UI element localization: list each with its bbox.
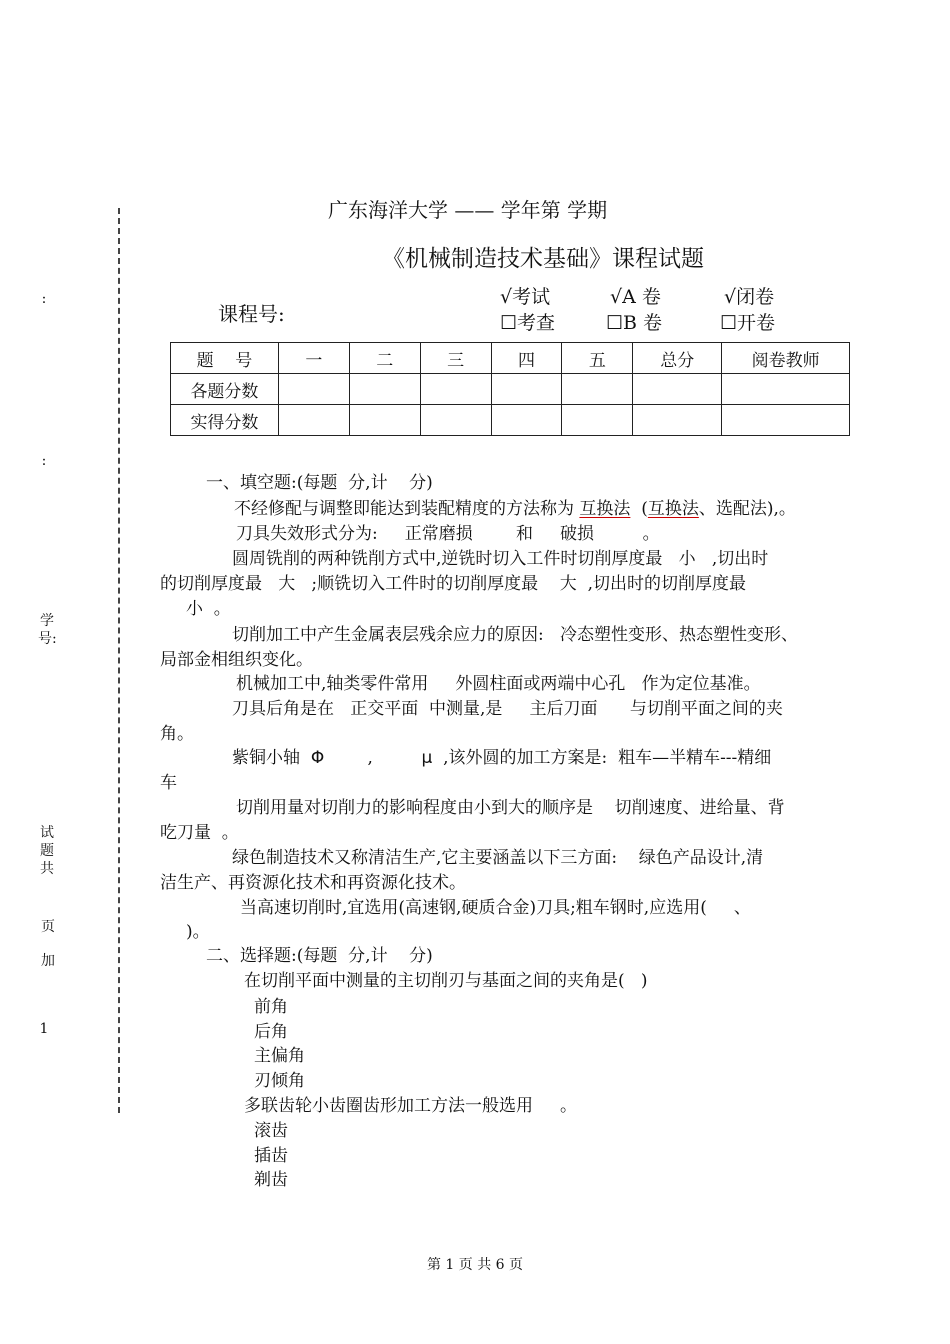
- question-2: 刀具失效形式分为: 正常磨损 和 破损 。: [236, 524, 660, 544]
- q7-comma: ,: [367, 748, 373, 768]
- choice-option: 主偏角: [254, 1046, 305, 1066]
- margin-colon-2: :: [41, 453, 47, 469]
- choice-option: 插齿: [254, 1146, 288, 1166]
- choice-option: 后角: [254, 1022, 288, 1042]
- row-label: 各题分数: [171, 374, 279, 405]
- question-9-line2: 洁生产、再资源化技术和再资源化技术。: [160, 873, 466, 893]
- score-cell: [278, 374, 349, 405]
- score-cell: [349, 374, 420, 405]
- margin-page-label: 页: [41, 919, 55, 935]
- score-cell: [278, 405, 349, 436]
- margin-number: 1: [39, 1021, 49, 1037]
- header-cell: 二: [349, 343, 420, 374]
- score-cell: [562, 405, 633, 436]
- score-cell: [420, 405, 491, 436]
- question-10-line1: 当高速切削时,宜选用(高速钢,硬质合金)刀具;粗车钢时,应选用( 、: [240, 898, 751, 918]
- question-9-line1: 绿色制造技术又称清洁生产,它主要涵盖以下三方面: 绿色产品设计,清: [232, 848, 764, 868]
- question-6-line1: 刀具后角是在 正交平面 中测量,是 主后刀面 与切削平面之间的夹: [232, 699, 783, 719]
- question-5: 机械加工中,轴类零件常用 外圆柱面或两端中心孔 作为定位基准。: [236, 674, 761, 694]
- q1-paren-answer: 互换法: [647, 499, 699, 519]
- binding-dashed-line: [118, 208, 120, 1113]
- question-6-line2: 角。: [160, 724, 194, 744]
- page-footer: 第 1 页 共 6 页: [426, 1257, 524, 1273]
- score-cell: [633, 405, 722, 436]
- question-3-line3: 小 。: [186, 599, 231, 619]
- score-table-header-row: [171, 343, 850, 374]
- question-3-line2: 的切削厚度最 大 ;顺铣切入工件时的切削厚度最 大 ,切出时的切削厚度最: [160, 574, 746, 594]
- choice-option: 前角: [254, 997, 288, 1017]
- score-cell: [491, 374, 562, 405]
- question-4-line1: 切削加工中产生金属表层残余应力的原因: 冷态塑性变形、热态塑性变形、: [232, 625, 798, 645]
- header-cell: 阅卷教师: [722, 343, 850, 374]
- option-closed-book-checked: √闭卷: [724, 286, 775, 308]
- header-cell: 三: [420, 343, 491, 374]
- header-cell: 五: [562, 343, 633, 374]
- q7-text: 紫铜小轴: [232, 748, 300, 768]
- header-cell: 一: [278, 343, 349, 374]
- question-8-line1: 切削用量对切削力的影响程度由小到大的顺序是 切削速度、进给量、背: [236, 798, 785, 818]
- margin-add-label: 加: [41, 953, 55, 969]
- margin-total-pages-label: 试题共: [40, 825, 54, 877]
- question-7-line1: [232, 746, 771, 770]
- score-cell: [420, 374, 491, 405]
- choice-option: 刃倾角: [254, 1071, 305, 1091]
- q1-paren-rest: 、选配法),。: [698, 499, 796, 519]
- header-cell: 题 号: [171, 343, 279, 374]
- score-cell: [491, 405, 562, 436]
- question-10-line2: )。: [186, 922, 210, 942]
- question-3-line1: 圆周铣削的两种铣削方式中,逆铣时切入工件时切削厚度最 小 ,切出时: [232, 549, 769, 569]
- phi-symbol: Φ: [310, 748, 325, 768]
- section1-title: 一、填空题:(每题 分,计 分): [206, 473, 433, 493]
- question-7-line2: 车: [160, 773, 177, 793]
- score-cell: [633, 374, 722, 405]
- question-8-line2: 吃刀量 。: [160, 823, 239, 843]
- score-cell: [562, 374, 633, 405]
- choice-option: 剃齿: [254, 1170, 288, 1190]
- margin-colon-1: :: [41, 291, 47, 307]
- q7-plan: ,该外圆的加工方案是: 粗车—半精车---精细: [443, 748, 772, 768]
- course-number-label: 课程号:: [218, 302, 285, 326]
- header-cell: 四: [491, 343, 562, 374]
- choice-question-2: 多联齿轮小齿圈齿形加工方法一般选用 。: [244, 1096, 578, 1116]
- score-cell: [722, 405, 850, 436]
- q1-answer: 互换法: [579, 499, 631, 519]
- course-title: 《机械制造技术基础》课程试题: [382, 246, 704, 272]
- choice-question-1: 在切削平面中测量的主切削刃与基面之间的夹角是( ): [244, 971, 648, 991]
- option-open-book: ☐开卷: [720, 312, 776, 334]
- question-1: [234, 497, 796, 521]
- choice-option: 滚齿: [254, 1121, 288, 1141]
- score-cell: [722, 374, 850, 405]
- option-paper-a-checked: √A 卷: [610, 286, 661, 308]
- table-row: [171, 374, 850, 405]
- q1-paren-open: (: [635, 499, 648, 519]
- question-4-line2: 局部金相组织变化。: [160, 650, 313, 670]
- q1-text: 不经修配与调整即能达到装配精度的方法称为: [234, 499, 574, 519]
- option-exam-checked: √考试: [500, 286, 551, 308]
- row-label: 实得分数: [171, 405, 279, 436]
- university-heading: 广东海洋大学 —— 学年第 学期: [328, 198, 608, 222]
- header-cell: 总分: [633, 343, 722, 374]
- option-paper-b: ☐B 卷: [606, 312, 663, 334]
- score-table: [170, 342, 850, 436]
- mu-symbol: μ: [421, 748, 433, 768]
- score-cell: [349, 405, 420, 436]
- option-assessment: ☐考查: [500, 312, 556, 334]
- section2-title: 二、选择题:(每题 分,计 分): [206, 946, 433, 966]
- table-row: [171, 405, 850, 436]
- margin-student-id-label: 学号:: [38, 613, 57, 647]
